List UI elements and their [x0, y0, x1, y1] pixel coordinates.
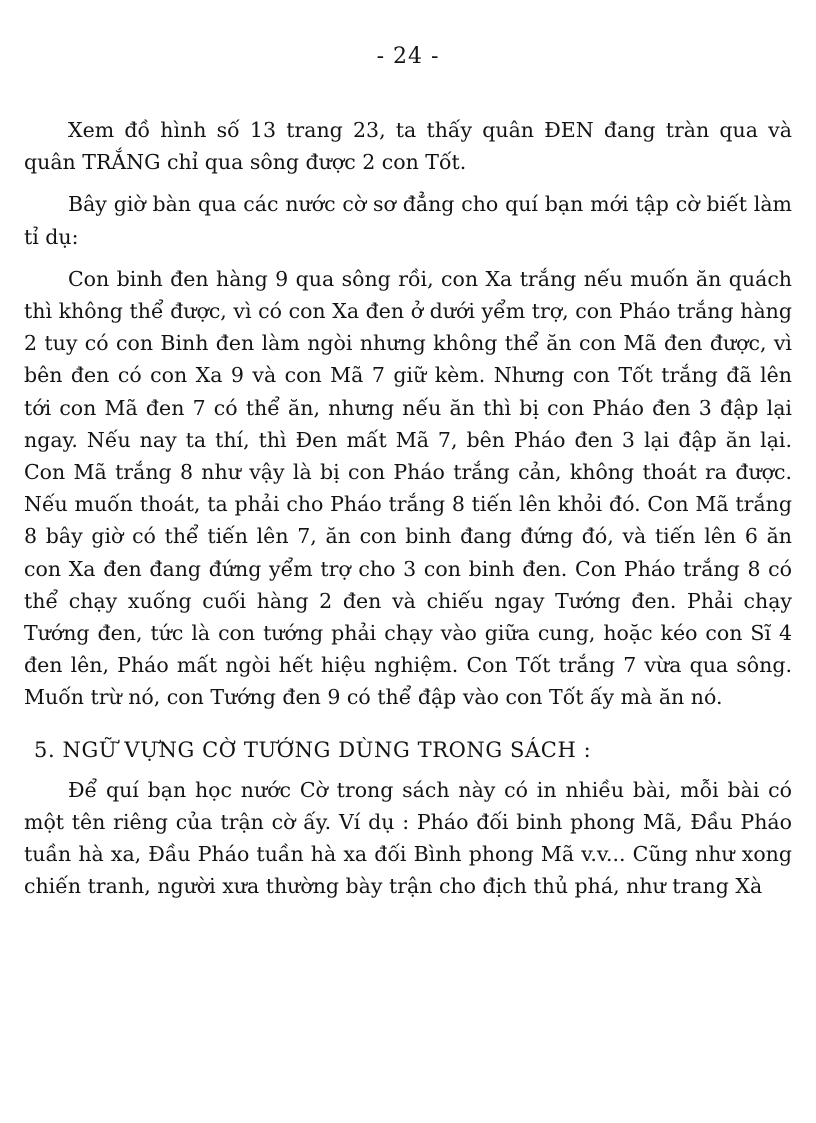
page-number: - 24 -	[376, 44, 440, 69]
paragraph-beginner-moves: Bây giờ bàn qua các nước cờ sơ đẳng cho quí bạn mới tập cờ biết làm tỉ dụ:	[24, 192, 792, 249]
paragraph-vocabulary: Để quí bạn học nước Cờ trong sách này có in nhiều bài, mỗi bài có một tên riêng của trận cờ ấy. Ví dụ : Pháo đối binh phong Mã, Đầu Pháo tuần hà xa, Đầu Pháo tuần hà xa đối Bình phong Mã v.v... Cũng như xong chiến tranh, người xưa thường bày trận cho địch thủ phá, như trang Xà	[24, 777, 792, 899]
paragraph-intro: Xem đồ hình số 13 trang 23, ta thấy quân ĐEN đang tràn qua và quân TRẮNG chỉ qua sông được 2 con Tốt.	[24, 118, 792, 175]
section-heading: 5. NGỮ VỰNG CỜ TƯỚNG DÙNG TRONG SÁCH :	[34, 737, 592, 762]
paragraph-move-analysis: Con binh đen hàng 9 qua sông rồi, con Xa trắng nếu muốn ăn quách thì không thể được, vì có con Xa đen ở dưới yểm trợ, con Pháo trắng hàng 2 tuy có con Binh đen làm ngòi nhưng không thể ăn con Mã đen được, vì bên đen có con Xa 9 và con Mã 7 giữ kèm. Nhưng con Tốt trắng đã lên tới con Mã đen 7 có thể ăn, nhưng nếu ăn thì bị con Pháo đen 3 đập lại ngay. Nếu nay ta thí, thì Đen mất Mã 7, bên Pháo đen 3 lại đập ăn lại. Con Mã trắng 8 như vậy là bị con Pháo trắng cản, không thoát ra được. Nếu muốn thoát, ta phải cho Pháo trắng 8 tiến lên khỏi đó. Con Mã trắng 8 bây giờ có thể tiến lên 7, ăn con binh đang đứng đó, và tiến lên 6 ăn con Xa đen đang đứng yểm trợ cho 3 con binh đen. Con Pháo trắng 8 có thể chạy xuống cuối hàng 2 đen và chiếu ngay Tướng đen. Phải chạy Tướng đen, tức là con tướng phải chạy vào giữa cung, hoặc kéo con Sĩ 4 đen lên, Pháo mất ngòi hết hiệu nghiệm. Con Tốt trắng 7 vừa qua sông. Muốn trừ nó, con Tướng đen 9 có thể đập vào con Tốt ấy mà ăn nó.	[24, 266, 792, 710]
page-body	[24, 114, 792, 902]
